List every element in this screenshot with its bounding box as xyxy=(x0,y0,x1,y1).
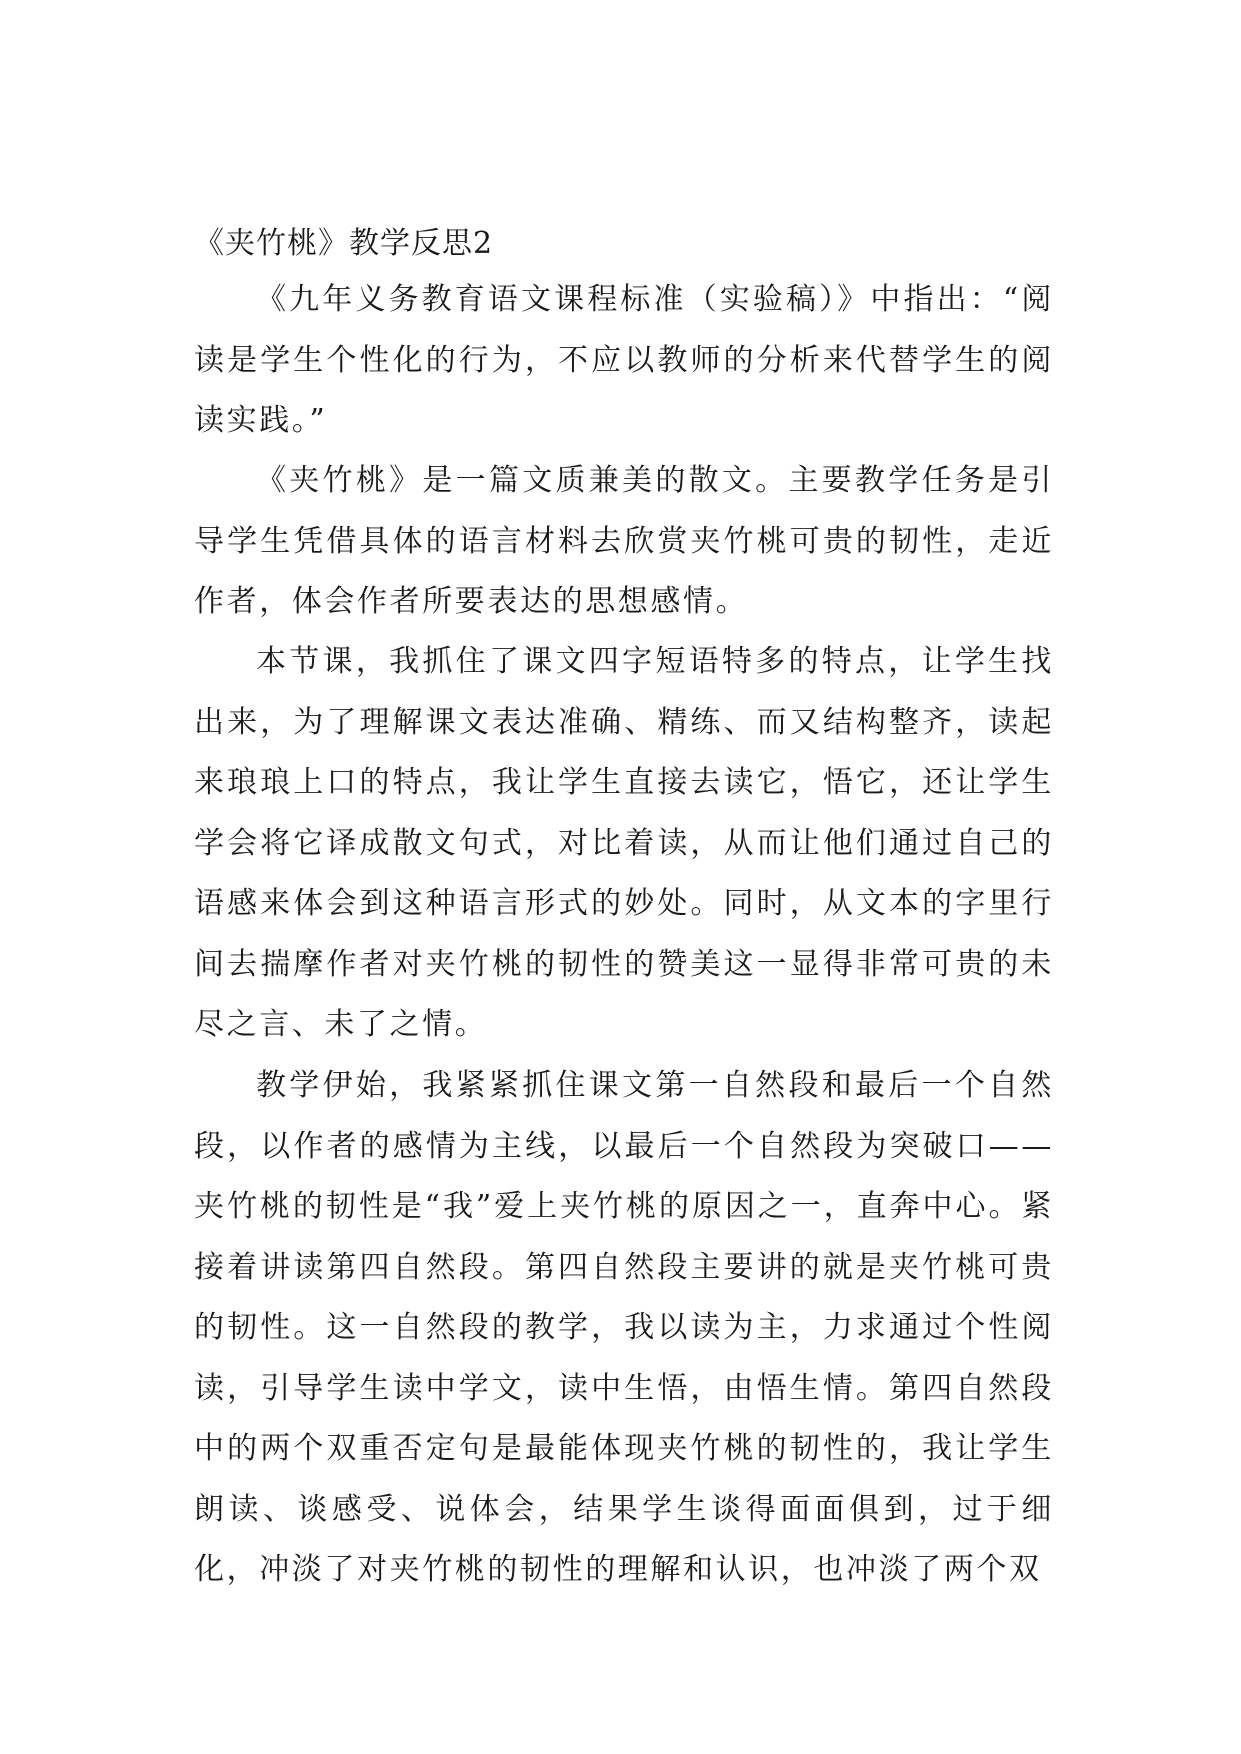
document-title: 《夹竹桃》教学反思2 xyxy=(194,226,494,261)
paragraph-1: 《九年义务教育语文课程标准（实验稿）》中指出：“阅读是学生个性化的行为，不应以教师的分析来代替学生的阅读实践。” xyxy=(194,282,1054,438)
paragraph-2: 《夹竹桃》是一篇文质兼美的散文。主要教学任务是引导学生凭借具体的语言材料去欣赏夹竹桃可贵的韧性，走近作者，体会作者所要表达的思想感情。 xyxy=(194,463,1054,619)
paragraph-3: 本节课，我抓住了课文四字短语特多的特点，让学生找出来，为了理解课文表达准确、精练、而又结构整齐，读起来琅琅上口的特点，我让学生直接去读它，悟它，还让学生学会将它译成散文句式，对比着读，从而让他们通过自己的语感来体会到这种语言形式的妙处。同时，从文本的字里行间去揣摩作者对夹竹桃的韧性的赞美这一显得非常可贵的未尽之言、未了之情。 xyxy=(194,644,1054,1042)
paragraph-4: 教学伊始，我紧紧抓住课文第一自然段和最后一个自然段，以作者的感情为主线，以最后一个自然段为突破口——夹竹桃的韧性是“我”爱上夹竹桃的原因之一，直奔中心。紧接着讲读第四自然段。第四自然段主要讲的就是夹竹桃可贵的韧性。这一自然段的教学，我以读为主，力求通过个性阅读，引导学生读中学文，读中生悟，由悟生情。第四自然段中的两个双重否定句是最能体现夹竹桃的韧性的，我让学生朗读、谈感受、说体会，结果学生谈得面面俱到，过于细化，冲淡了对夹竹桃的韧性的理解和认识，也冲淡了两个双 xyxy=(194,1068,1054,1587)
